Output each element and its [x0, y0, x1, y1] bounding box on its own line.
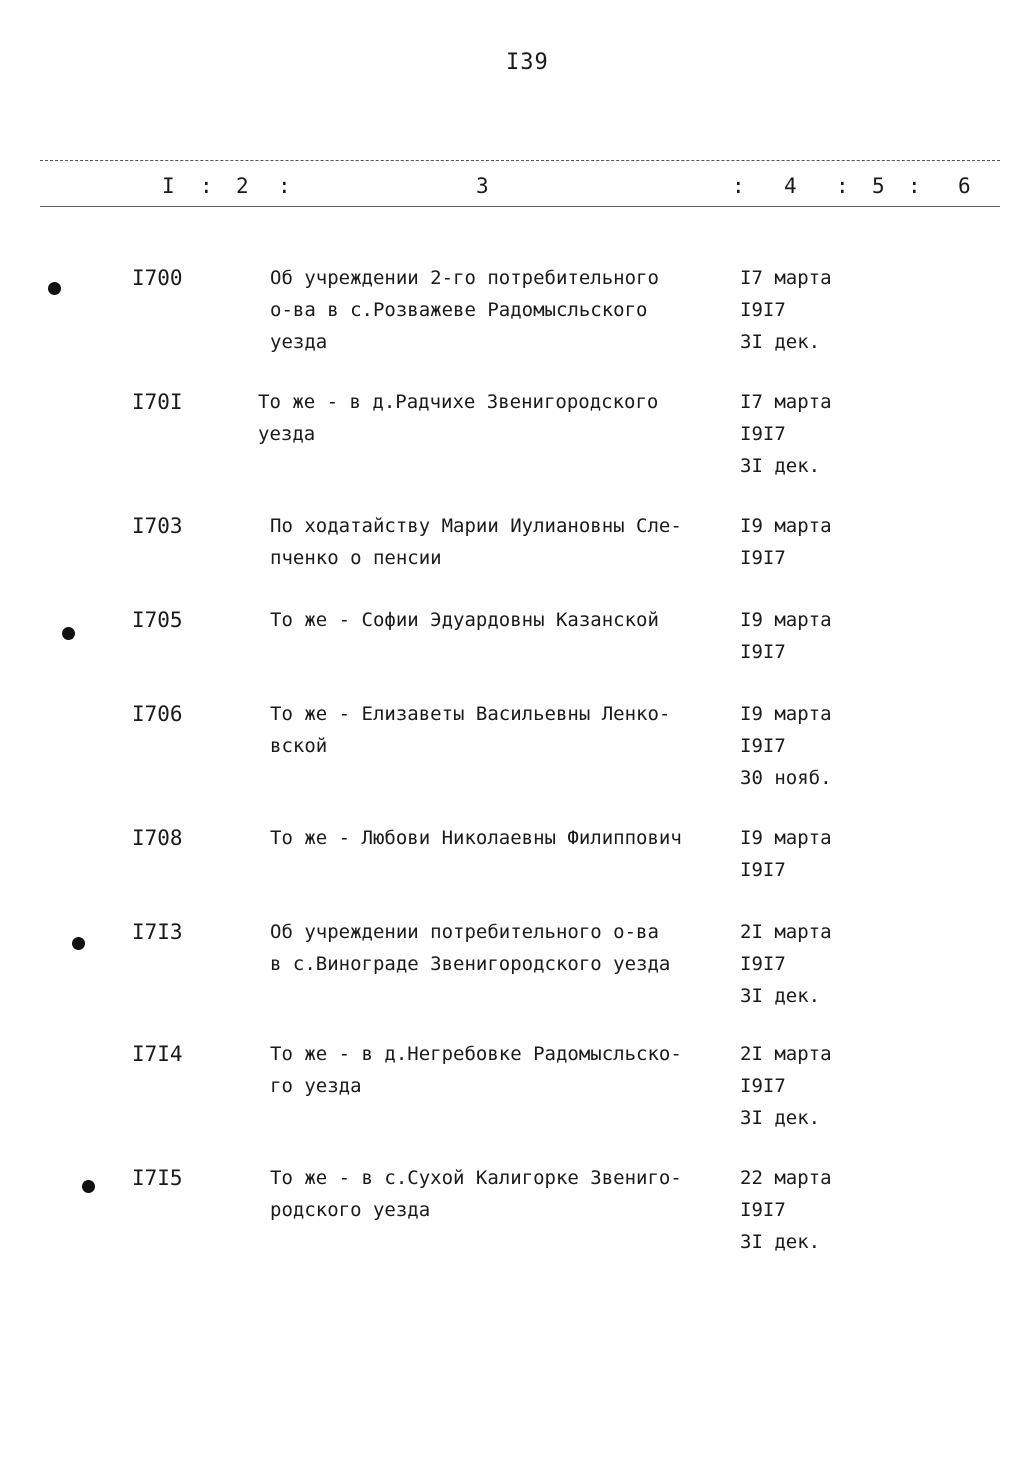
date-line: I9I7	[740, 641, 786, 663]
entry-dates	[740, 604, 870, 668]
header-column-label: 3	[476, 174, 489, 198]
entry-number: I7I5	[132, 1166, 183, 1190]
date-line: I7 марта	[740, 267, 832, 289]
description-line: То же - Любови Николаевны Филиппович	[270, 827, 682, 849]
punch-hole-mark	[82, 1180, 95, 1193]
description-line: То же - Софии Эдуардовны Казанской	[270, 609, 659, 631]
entry-description	[270, 698, 740, 762]
date-line: I7 марта	[740, 391, 832, 413]
description-line: уезда	[258, 423, 316, 445]
header-column-label: 6	[958, 174, 971, 198]
header-column-label: :	[278, 174, 291, 198]
entry-dates	[740, 1162, 870, 1258]
date-line: 2I марта	[740, 1043, 832, 1065]
punch-hole-mark	[48, 282, 61, 295]
header-column-label: 2	[236, 174, 249, 198]
description-line: вской	[270, 735, 328, 757]
entry-description	[270, 1038, 740, 1102]
date-line: 3I дек.	[740, 985, 821, 1007]
date-line: I9I7	[740, 1075, 786, 1097]
entry-description	[270, 822, 740, 854]
entry-number: I706	[132, 702, 183, 726]
date-line: 3I дек.	[740, 1107, 821, 1129]
entry-number: I708	[132, 826, 183, 850]
punch-hole-mark	[72, 937, 85, 950]
entry-dates	[740, 916, 870, 1012]
description-line: в с.Винограде Звенигородского уезда	[270, 953, 671, 975]
header-column-label: 4	[784, 174, 797, 198]
description-line: Об учреждении потребительного о-ва	[270, 921, 659, 943]
description-line: То же - Елизаветы Васильевны Ленко-	[270, 703, 671, 725]
entry-description	[270, 916, 740, 980]
header-column-label: :	[200, 174, 213, 198]
entry-dates	[740, 1038, 870, 1134]
date-line: I9I7	[740, 547, 786, 569]
entry-description	[270, 604, 740, 636]
header-bottom-rule	[40, 206, 1000, 207]
punch-hole-mark	[62, 627, 75, 640]
date-line: I9I7	[740, 1199, 786, 1221]
header-column-label: :	[836, 174, 849, 198]
entry-number: I705	[132, 608, 183, 632]
date-line: I9I7	[740, 859, 786, 881]
entry-description	[258, 386, 728, 450]
header-column-label: I	[162, 174, 175, 198]
date-line: 22 марта	[740, 1167, 832, 1189]
date-line: 3I дек.	[740, 1231, 821, 1253]
description-line: То же - в д.Негребовке Радомысльско-	[270, 1043, 682, 1065]
entry-dates	[740, 262, 870, 358]
entry-dates	[740, 510, 870, 574]
date-line: I9I7	[740, 299, 786, 321]
description-line: Об учреждении 2-го потребительного	[270, 267, 659, 289]
entry-description	[270, 1162, 740, 1226]
date-line: I9I7	[740, 735, 786, 757]
entry-number: I7I3	[132, 920, 183, 944]
description-line: По ходатайству Марии Иулиановны Сле-	[270, 515, 682, 537]
entry-dates	[740, 822, 870, 886]
date-line: I9 марта	[740, 827, 832, 849]
date-line: 3I дек.	[740, 455, 821, 477]
entry-number: I70I	[132, 390, 183, 414]
entry-dates	[740, 386, 870, 482]
entry-dates	[740, 698, 870, 794]
date-line: I9I7	[740, 423, 786, 445]
entry-number: I700	[132, 266, 183, 290]
date-line: I9 марта	[740, 703, 832, 725]
page-number: I39	[506, 50, 549, 75]
date-line: I9 марта	[740, 515, 832, 537]
header-column-label: :	[908, 174, 921, 198]
date-line: 3I дек.	[740, 331, 821, 353]
entry-description	[270, 262, 740, 358]
entry-description	[270, 510, 740, 574]
header-column-label: 5	[872, 174, 885, 198]
description-line: пченко о пенсии	[270, 547, 442, 569]
date-line: I9I7	[740, 953, 786, 975]
description-line: То же - в с.Сухой Калигорке Звениго-	[270, 1167, 682, 1189]
header-column-label: :	[732, 174, 745, 198]
date-line: I9 марта	[740, 609, 832, 631]
entry-number: I7I4	[132, 1042, 183, 1066]
description-line: о-ва в с.Розважеве Радомысльского	[270, 299, 648, 321]
date-line: 30 нояб.	[740, 767, 832, 789]
description-line: уезда	[270, 331, 328, 353]
description-line: То же - в д.Радчихе Звенигородского	[258, 391, 659, 413]
entry-number: I703	[132, 514, 183, 538]
description-line: го уезда	[270, 1075, 362, 1097]
description-line: родского уезда	[270, 1199, 431, 1221]
date-line: 2I марта	[740, 921, 832, 943]
header-top-rule	[40, 160, 1000, 161]
